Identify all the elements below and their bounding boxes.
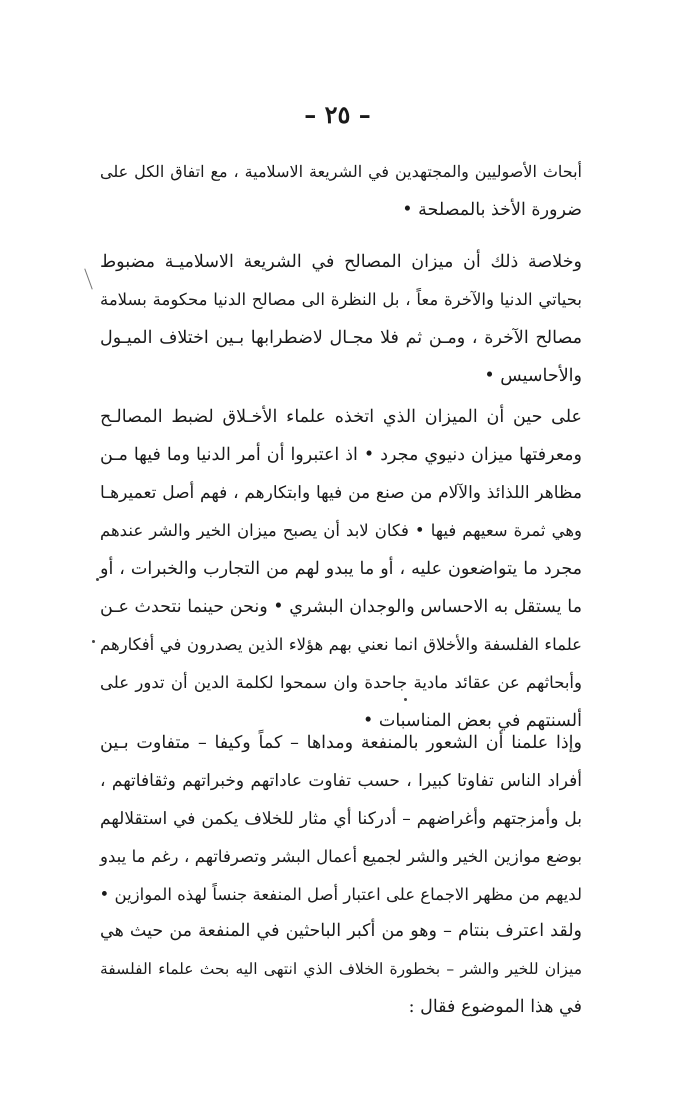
margin-mark: [84, 268, 92, 289]
text-line: مصالح الآخرة ، ومـن ثم فلا مجـال لاضطرابها بـين اختلاف الميـول: [100, 328, 583, 348]
text-line: ما يستقل به الاحساس والوجدان البشري • ونحن حينما نتحدث عـن: [100, 597, 582, 617]
margin-dot: [404, 698, 407, 701]
text-line: والأحاسيس •: [484, 366, 582, 386]
paragraph-5: [100, 912, 582, 1026]
paragraph-1: [100, 153, 582, 229]
text-line: وهي ثمرة سعيهم فيها • فكان لابد أن يصبح ميزان الخير والشر عندهم: [100, 521, 582, 540]
text-line: ألسنتهم في بعض المناسبات •: [362, 711, 582, 731]
margin-dot: [96, 578, 99, 581]
paragraph-3: [100, 398, 582, 740]
text-line: علماء الفلسفة والأخلاق انما نعني بهم هؤلاء الذين يصدرون في أفكارهم: [100, 635, 582, 654]
text-line: بل وأمزجتهم وأغراضهم – أدركنا أي مثار للخلاف يكمن في استقلالهم: [100, 809, 582, 829]
text-line: وأبحاثهم عن عقائد مادية جاحدة وان سمحوا لكلمة الدين أن تدور على: [100, 673, 582, 692]
text-line: بحياتي الدنيا والآخرة معاً ، بل النظرة الى مصالح الدنيا محكومة بسلامة: [100, 290, 582, 309]
text-line: ولقد اعترف بنتام – وهو من أكبر الباحثين في المنفعة من حيث هي: [100, 921, 582, 941]
text-line: ضرورة الأخذ بالمصلحة •: [402, 200, 582, 220]
text-line: لديهم من مظهر الاجماع على اعتبار أصل المنفعة جنساً لهذه الموازين •: [99, 885, 582, 904]
text-line: مجرد ما يتواضعون عليه ، أو ما يبدو لهم من التجارب والخبرات ، أو: [100, 559, 582, 579]
margin-dot: [92, 640, 95, 643]
text-line: في هذا الموضوع فقال :: [408, 997, 582, 1017]
text-line: وخلاصة ذلك أن ميزان المصالح في الشريعة الاسلاميـة مضبوط: [100, 252, 582, 272]
page-number: – ٢٥ –: [304, 100, 371, 129]
text-line: أبحاث الأصوليين والمجتهدين في الشريعة الاسلامية ، مع اتفاق الكل على: [100, 162, 582, 181]
text-line: ميزان للخير والشر – بخطورة الخلاف الذي انتهى اليه بحث علماء الفلسفة: [100, 960, 582, 978]
text-line: على حين أن الميزان الذي اتخذه علماء الأخـلاق لضبط المصالـح: [100, 407, 582, 427]
paragraph-2: [100, 243, 582, 395]
text-line: بوضع موازين الخير والشر لجميع أعمال البشر وتصرفاتهم ، رغم ما يبدو: [100, 847, 582, 866]
text-line: مظاهر اللذائذ والآلام من صنع من فيها وابتكارهم ، فهم أصل تعميرهـا: [100, 483, 582, 503]
text-line: وإذا علمنا أن الشعور بالمنفعة ومداها – كماً وكيفا – متفاوت بـين: [100, 733, 582, 753]
paragraph-4: [100, 724, 582, 914]
text-line: أفراد الناس تفاوتا كبيرا ، حسب تفاوت عاداتهم وخبراتهم وثقافاتهم ،: [100, 771, 582, 791]
text-line: ومعرفتها ميزان دنيوي مجرد • اذ اعتبروا أن أمر الدنيا وما فيها مـن: [100, 445, 582, 465]
